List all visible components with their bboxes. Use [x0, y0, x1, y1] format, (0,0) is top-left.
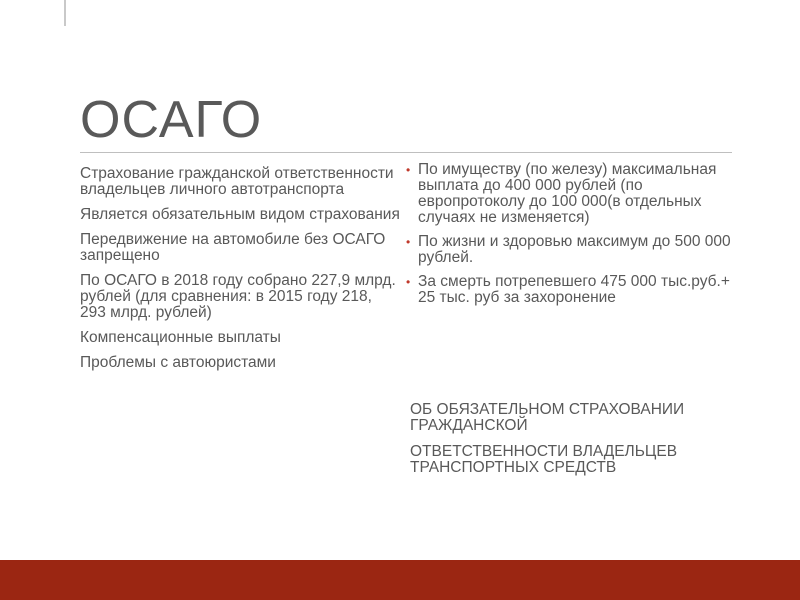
bullet-marker: •: [406, 163, 411, 177]
left-item-collected: По ОСАГО в 2018 году собрано 227,9 млрд. рублей (для сравнения: в 2015 году 218, 293 млрд. рублей): [80, 272, 396, 321]
left-item-lawyers: Проблемы с автоюристами: [80, 354, 276, 371]
bottom-accent-band: [0, 560, 800, 600]
bullet-text: За смерть потрепевшего 475 000 тыс.руб.+ 25 тыс. руб за захоронение: [418, 273, 730, 306]
left-item-mandatory: Является обязательным видом страхования: [80, 206, 400, 223]
left-column: [80, 166, 400, 380]
left-item-compensation: Компенсационные выплаты: [80, 329, 281, 346]
bullet-text: По имуществу (по железу) максимальная выплата до 400 000 рублей (по европротоколу до 100 000(в отдельных случаях не изменяется): [418, 161, 717, 226]
left-item-prohibited: Передвижение на автомобиле без ОСАГО запрещено: [80, 231, 386, 264]
slide-title: ОСАГО: [80, 91, 263, 149]
law-title-line-1: ОБ ОБЯЗАТЕЛЬНОМ СТРАХОВАНИИ ГРАЖДАНСКОЙ: [410, 401, 685, 434]
bullet-marker: •: [406, 275, 411, 289]
left-item-insurance: Страхование гражданской ответственности владельцев личного автотранспорта: [80, 165, 394, 198]
law-title-line-2: ОТВЕТСТВЕННОСТИ ВЛАДЕЛЬЦЕВ ТРАНСПОРТНЫХ СРЕДСТВ: [410, 443, 678, 476]
right-column: [406, 162, 736, 314]
bullet-marker: •: [406, 235, 411, 249]
bullet-item-property: [406, 162, 736, 226]
law-title-block: [410, 402, 750, 486]
bullet-item-death: [406, 274, 736, 306]
bullet-text: По жизни и здоровью максимум до 500 000 рублей.: [418, 233, 731, 266]
title-divider: [80, 152, 732, 153]
bullet-item-health: [406, 234, 736, 266]
top-border-line: [64, 0, 66, 26]
